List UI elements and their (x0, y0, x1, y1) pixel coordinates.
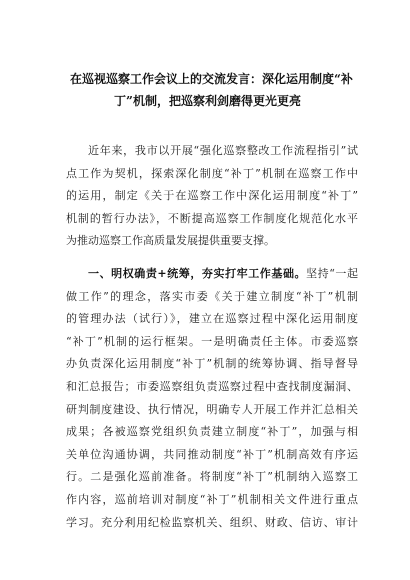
section-1-first-line (66, 263, 358, 286)
intro-line-4: 机制的暂行办法》，不断提高巡察工作制度化规范化水平 (66, 211, 358, 225)
section-1-line-5: 办负责深化运用制度“补丁”机制的统筹协调、指导督导 (66, 357, 358, 371)
document-title (70, 68, 353, 112)
paragraph-gap (66, 253, 358, 263)
section-1-line-10: 行。二是强化巡前准备。将制度“补丁”机制纳入巡察工 (66, 470, 358, 484)
section-1-line-11: 作内容，巡前培训对制度“补丁”机制相关文件进行重点 (66, 492, 358, 506)
intro-line-2: 点工作为契机，探索深化制度“补丁”机制在巡察工作中 (66, 166, 358, 180)
section-1-heading: 一、明权确责+统筹，夯实打牢工作基础。 (88, 266, 307, 280)
section-1-line-8: 成果；各被巡察党组织负责建立制度“补丁”，加强与相 (66, 425, 358, 439)
section-1-line-6: 和汇总报告；市委巡察组负责巡察过程中查找制度漏洞、 (66, 379, 358, 393)
section-1-paragraph (66, 263, 358, 534)
section-1-line-7: 研判制度建设、执行情况，明确专人开展工作并汇总相关 (66, 402, 358, 416)
intro-line-5: 为推动巡察工作高质量发展提供重要支撑。 (66, 234, 275, 248)
title-line-2: 丁”机制，把巡察利剑磨得更光更亮 (114, 94, 301, 108)
section-1-line-3: 的管理办法（试行）》，建立在巡察过程中深化运用制度 (66, 312, 358, 326)
title-line-1: 在巡视巡察工作会议上的交流发言：深化运用制度“补 (70, 72, 353, 86)
section-1-line-4: “补丁”机制的运行框架。一是明确责任主体。市委巡察 (66, 334, 358, 348)
intro-line-1: 近年来，我市以开展“强化巡察整改工作流程指引”试 (88, 144, 358, 157)
document-body (66, 140, 358, 534)
section-1-line-9: 关单位沟通协调，共同推动制度“补丁”机制高效有序运 (66, 447, 358, 461)
section-1-line-12: 学习。充分利用纪检监察机关、组织、财政、信访、审计 (66, 515, 358, 529)
section-1-line-2: 做工作”的理念，落实市委《关于建立制度“补丁”机制 (66, 289, 358, 303)
intro-line-3: 的运用，制定《关于在巡察工作中深化运用制度“补丁” (66, 189, 358, 203)
section-1-first-line-rest: 坚持“一起 (306, 266, 359, 280)
intro-paragraph (66, 140, 358, 253)
